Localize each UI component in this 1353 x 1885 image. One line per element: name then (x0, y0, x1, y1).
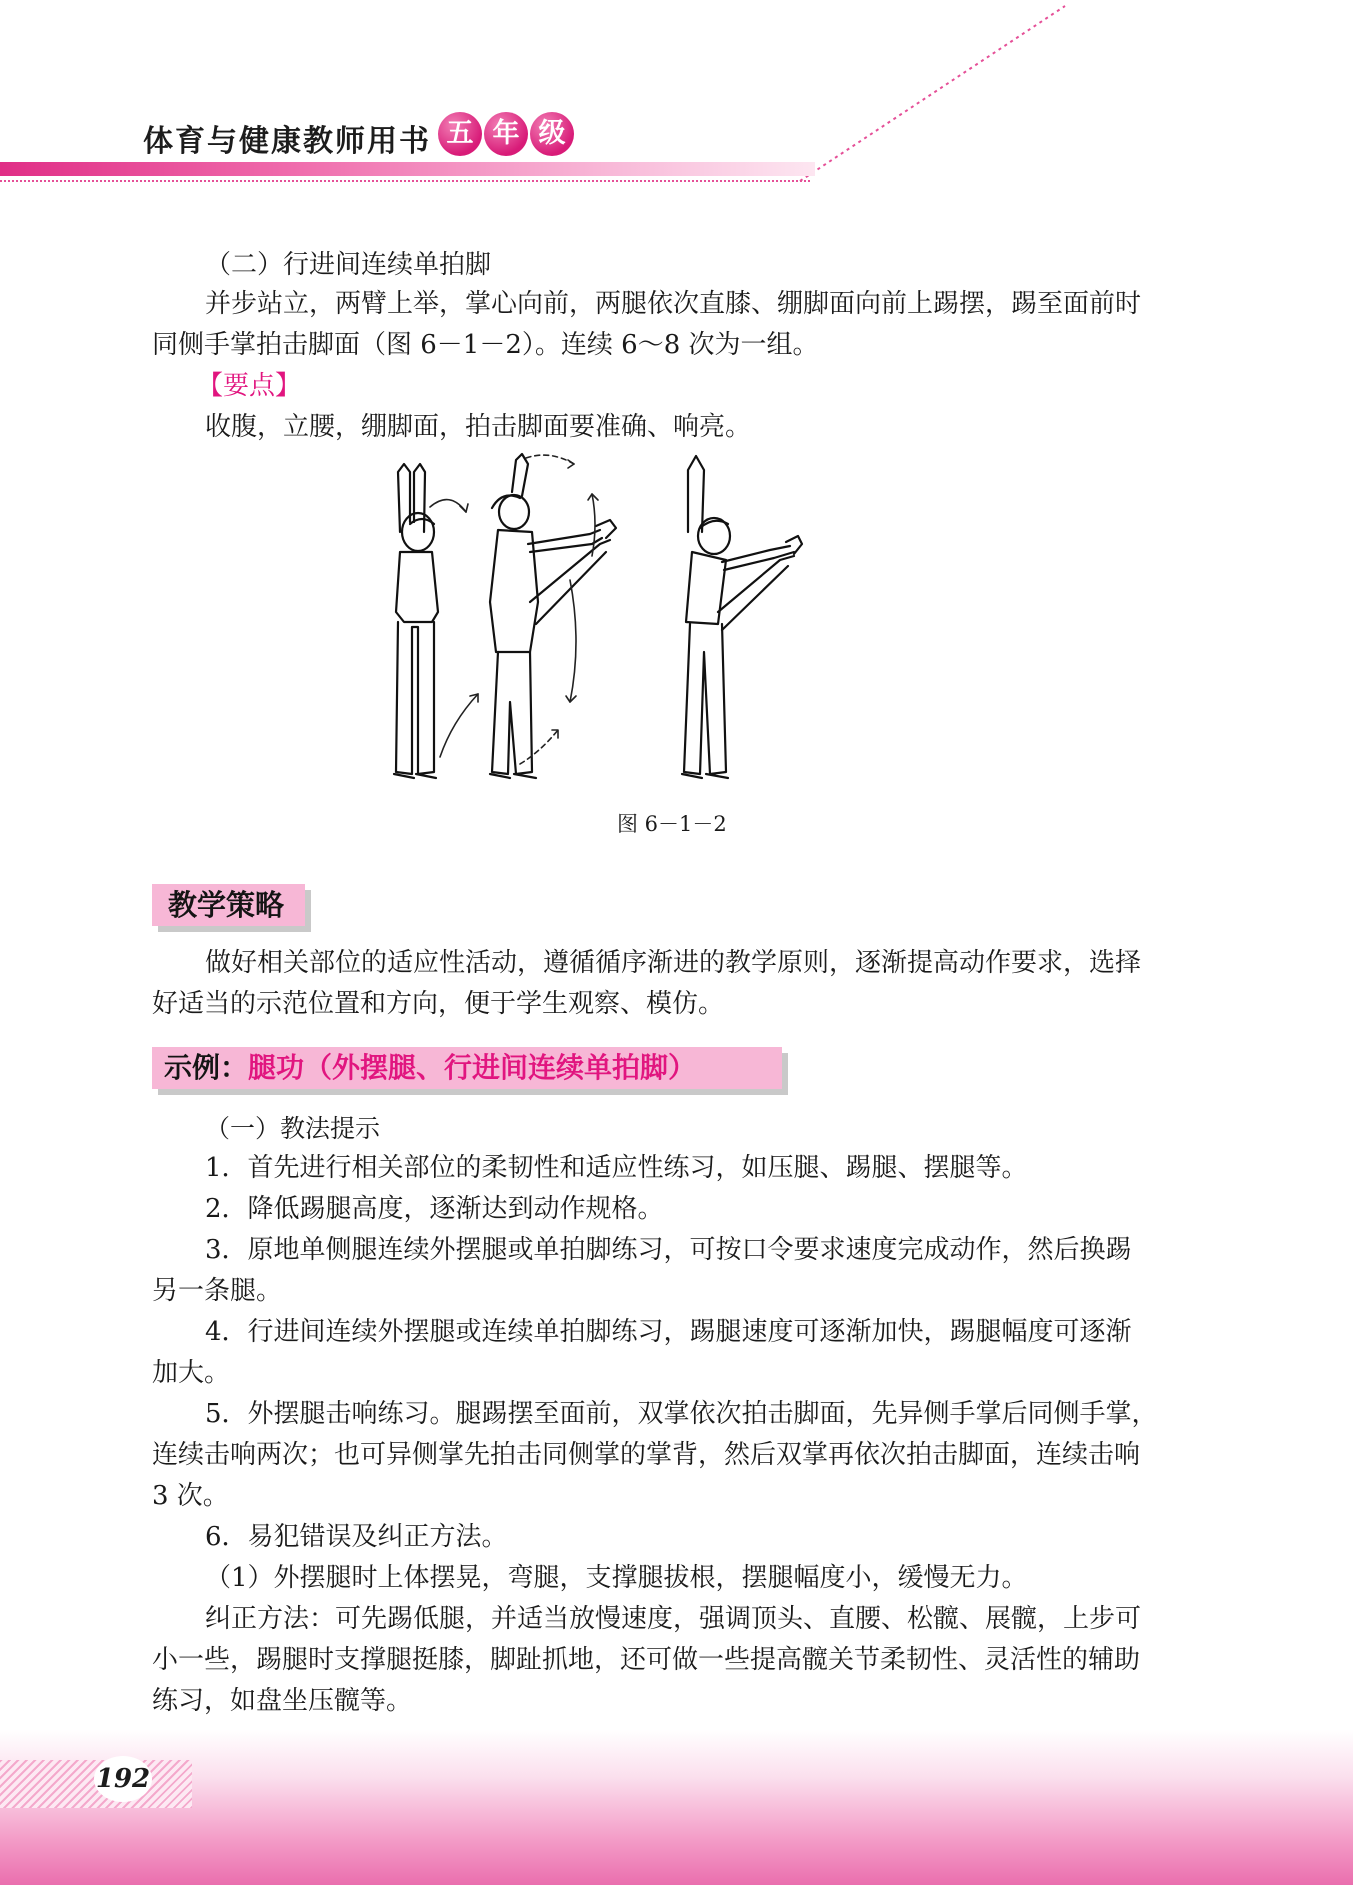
grade-char: 五 (438, 112, 482, 156)
paragraph-line: 同侧手掌拍击脚面（图 6－1－2）。连续 6～8 次为一组。 (152, 330, 819, 360)
list-item: 6．易犯错误及纠正方法。 (205, 1522, 508, 1552)
list-item: 3．原地单侧腿连续外摆腿或单拍脚练习，可按口令要求速度完成动作，然后换踢 (205, 1235, 1132, 1265)
list-item: 另一条腿。 (152, 1276, 283, 1306)
page-number: 192 (94, 1756, 152, 1802)
arrow-arc (430, 500, 478, 757)
figure-caption: 图 6－1－2 (617, 812, 727, 836)
section-heading-text: 教学策略 (168, 888, 285, 922)
list-item: 小一些，踢腿时支撑腿挺膝，脚趾抓地，还可做一些提高髋关节柔韧性、灵活性的辅助 (152, 1645, 1141, 1675)
list-item: 3 次。 (152, 1481, 229, 1511)
book-title: 体育与健康教师用书 (143, 124, 431, 159)
grade-char: 年 (484, 112, 528, 156)
list-item: 纠正方法：可先踢低腿，并适当放慢速度，强调顶头、直腰、松髋、展髋，上步可 (205, 1604, 1142, 1634)
figure-standing (394, 464, 438, 778)
section-heading: （二）行进间连续单拍脚 (205, 250, 492, 280)
list-item: 2．降低踢腿高度，逐渐达到动作规格。 (205, 1194, 664, 1224)
list-item: （1）外摆腿时上体摆晃，弯腿，支撑腿拔根，摆腿幅度小，缓慢无力。 (205, 1563, 1028, 1593)
key-points-label: 【要点】 (197, 371, 302, 401)
list-item: 连续击响两次；也可异侧掌先拍击同侧掌的掌背，然后双掌再依次拍击脚面，连续击响 (152, 1440, 1141, 1470)
section-heading-box (152, 884, 305, 926)
sub-heading: （一）教法提示 (205, 1114, 381, 1143)
list-item: 加大。 (152, 1358, 231, 1388)
grade-char: 级 (530, 112, 574, 156)
exercise-illustration (370, 452, 970, 792)
paragraph-line: 好适当的示范位置和方向，便于学生观察、模仿。 (152, 989, 725, 1019)
example-heading-box (152, 1047, 782, 1089)
example-label: 示例： (164, 1051, 249, 1084)
grade-badge (438, 112, 574, 156)
list-item: 4．行进间连续外摆腿或连续单拍脚练习，踢腿速度可逐渐加快，踢腿幅度可逐渐 (205, 1317, 1132, 1347)
arrow-arc (520, 455, 574, 764)
header-bar (0, 162, 815, 176)
footer-band (0, 1730, 1353, 1885)
paragraph-line: 并步站立，两臂上举，掌心向前，两腿依次直膝、绷脚面向前上踢摆，踢至面前时 (205, 289, 1142, 319)
list-item: 5．外摆腿击响练习。腿踢摆至面前，双掌依次拍击脚面，先异侧手掌后同侧手掌， (205, 1399, 1158, 1429)
list-item: 1．首先进行相关部位的柔韧性和适应性练习，如压腿、踢腿、摆腿等。 (205, 1153, 1028, 1183)
header-dotted-line (0, 180, 810, 182)
example-title: 腿功（外摆腿、行进间连续单拍脚） (248, 1051, 697, 1084)
list-item: 练习，如盘坐压髋等。 (152, 1686, 413, 1716)
paragraph-line: 做好相关部位的适应性活动，遵循循序渐进的教学原则，逐渐提高动作要求，选择 (205, 948, 1142, 978)
key-points-text: 收腹，立腰，绷脚面，拍击脚面要准确、响亮。 (205, 412, 752, 442)
figure-high-kick (682, 456, 802, 778)
